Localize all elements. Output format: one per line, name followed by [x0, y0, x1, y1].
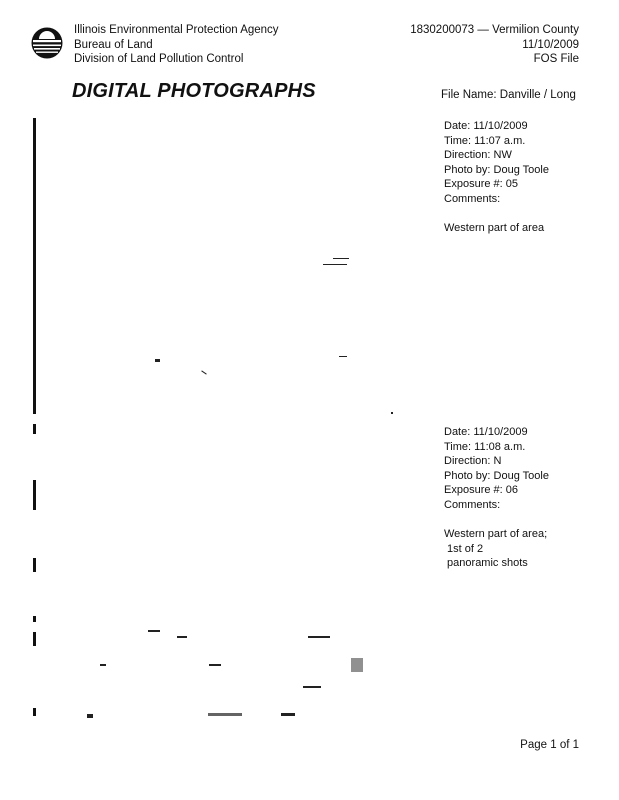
photo-comments-label: Comments:	[444, 192, 501, 205]
photo-comment: panoramic shots	[444, 557, 528, 569]
photo-edge	[33, 118, 36, 414]
bureau-name: Bureau of Land	[74, 38, 153, 51]
photo-comment: 1st of 2	[444, 542, 484, 555]
division-name: Division of Land Pollution Control	[74, 53, 244, 65]
photo-edge	[33, 480, 36, 510]
photo-edge	[33, 632, 36, 646]
photo-speck	[303, 686, 321, 688]
photo-speck	[208, 713, 242, 716]
photo-speck	[323, 264, 347, 265]
photo-speck	[209, 664, 221, 666]
photo-info-2	[444, 425, 549, 571]
photo-comment: Western part of area	[444, 222, 545, 234]
agency-name: Illinois Environmental Protection Agency	[74, 24, 279, 36]
photo-direction: Direction: N	[444, 455, 502, 467]
photo-speck	[148, 630, 160, 632]
photo-speck	[87, 714, 93, 718]
photo-speck	[391, 412, 393, 414]
photo-edge	[33, 558, 36, 572]
header-date: 11/10/2009	[522, 38, 579, 51]
photo-edge	[33, 708, 36, 716]
file-name: File Name: Danville / Long	[441, 89, 576, 101]
photo-by: Photo by: Doug Toole	[444, 163, 549, 176]
photo-1	[33, 116, 433, 416]
photo-date: Date: 11/10/2009	[444, 120, 528, 132]
photo-time: Time: 11:08 a.m.	[444, 440, 526, 453]
photo-speck	[100, 664, 106, 666]
photo-speck	[281, 713, 295, 716]
photo-2	[33, 420, 433, 730]
photo-comment: Western part of area;	[444, 528, 548, 540]
photo-edge	[33, 424, 36, 434]
file-header	[410, 23, 579, 67]
site-id: 1830200073 — Vermilion County	[410, 24, 579, 36]
photo-speck	[177, 636, 187, 638]
photo-speck	[155, 359, 160, 362]
photo-speck	[339, 356, 347, 357]
photo-comments-label: Comments:	[444, 498, 501, 511]
illinois-epa-logo-icon	[30, 26, 64, 60]
photo-speck	[201, 370, 206, 374]
file-type: FOS File	[533, 53, 579, 65]
photo-speck	[351, 658, 363, 672]
photo-direction: Direction: NW	[444, 149, 512, 161]
photo-time: Time: 11:07 a.m.	[444, 134, 526, 147]
photo-exposure: Exposure #: 06	[444, 484, 518, 496]
agency-header	[74, 23, 279, 67]
photo-speck	[308, 636, 330, 638]
photo-exposure: Exposure #: 05	[444, 178, 518, 190]
photo-info-1	[444, 119, 549, 236]
page-title: DIGITAL PHOTOGRAPHS	[72, 80, 316, 102]
photo-edge	[33, 616, 36, 622]
photo-date: Date: 11/10/2009	[444, 426, 528, 438]
photo-by: Photo by: Doug Toole	[444, 469, 549, 482]
page-number: Page 1 of 1	[520, 739, 579, 751]
photo-speck	[333, 258, 349, 259]
